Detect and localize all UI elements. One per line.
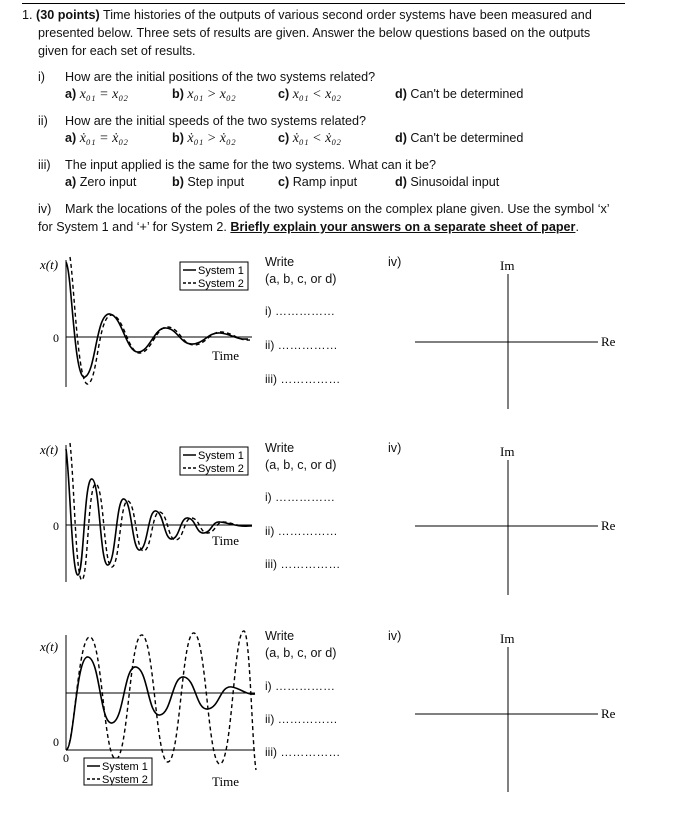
q2-option-d: d) Can't be determined — [395, 131, 524, 145]
question-number: 1. — [22, 8, 33, 22]
q3-option-b: b) Step input — [172, 175, 245, 189]
q1-text: How are the initial positions of the two systems related? — [65, 70, 376, 84]
legend-system-1: System 1 — [198, 450, 244, 462]
answer-blank-i: i) …………… — [265, 679, 335, 693]
answer-blank-iii: iii) …………… — [265, 372, 341, 386]
time-label: Time — [212, 533, 239, 548]
answer-blank-iii: iii) …………… — [265, 557, 341, 571]
q3-option-c: c) Ramp input — [278, 175, 358, 189]
q3-number: iii) — [38, 158, 51, 172]
answer-blank-i: i) …………… — [265, 304, 335, 318]
legend-system-1: System 1 — [198, 265, 244, 277]
legend-system-2: System 2 — [198, 278, 244, 290]
plot-set-1 — [30, 252, 260, 392]
write-label: Write — [265, 255, 295, 269]
im-label: Im — [500, 631, 515, 646]
zero-label-x: 0 — [63, 751, 69, 765]
answer-blank-ii: ii) …………… — [265, 524, 338, 538]
re-label: Re — [601, 334, 616, 349]
legend-system-2: System 2 — [198, 463, 244, 475]
write-sub: (a, b, c, or d) — [265, 458, 337, 472]
write-sub: (a, b, c, or d) — [265, 646, 337, 660]
intro-line-1: Time histories of the outputs of various second order systems have been measured and — [102, 8, 592, 22]
q2-option-a: a) ẋ₀₁ = ẋ₀₂ — [65, 131, 129, 146]
q2-number: ii) — [38, 114, 48, 128]
time-label: Time — [212, 774, 239, 789]
complex-plane-3 — [410, 627, 630, 797]
question-points: (30 points) — [36, 8, 100, 22]
write-label: Write — [265, 441, 295, 455]
q2-option-c: c) ẋ₀₁ < ẋ₀₂ — [278, 131, 342, 146]
answer-blank-ii: ii) …………… — [265, 712, 338, 726]
q2-text: How are the initial speeds of the two systems related? — [65, 114, 367, 128]
answer-blank-iii: iii) …………… — [265, 745, 341, 759]
iv-label: iv) — [388, 441, 402, 455]
y-axis-label: x(t) — [40, 442, 59, 457]
answer-blank-ii: ii) …………… — [265, 338, 338, 352]
plot-set-2 — [30, 437, 260, 587]
complex-plane-2 — [410, 440, 630, 600]
q1-number: i) — [38, 70, 45, 84]
re-label: Re — [601, 706, 616, 721]
q1-option-d: d) Can't be determined — [395, 87, 524, 101]
zero-label: 0 — [53, 519, 59, 533]
y-axis-label: x(t) — [40, 639, 59, 654]
q3-text: The input applied is the same for the two systems. What can it be? — [65, 158, 436, 172]
q1-option-a: a) x₀₁ = x₀₂ — [65, 87, 129, 102]
q1-option-c: c) x₀₁ < x₀₂ — [278, 87, 342, 102]
complex-plane-1 — [410, 254, 630, 414]
zero-label: 0 — [53, 735, 59, 749]
q4-line-2: for System 1 and ‘+’ for System 2. Briefly explain your answers on a separate sheet of paper. — [38, 220, 579, 234]
question-header — [22, 6, 592, 24]
q1-option-b: b) x₀₁ > x₀₂ — [172, 87, 236, 102]
zero-label: 0 — [53, 331, 59, 345]
write-sub: (a, b, c, or d) — [265, 272, 337, 286]
system-2-curve — [66, 631, 256, 770]
q4-line-1: Mark the locations of the poles of the two systems on the complex plane given. Use the symbol ‘x’ — [65, 202, 610, 216]
legend-system-1: System 1 — [102, 761, 148, 773]
iv-label: iv) — [388, 255, 402, 269]
q3-option-d: d) Sinusoidal input — [395, 175, 500, 189]
answer-blank-i: i) …………… — [265, 490, 335, 504]
time-label: Time — [212, 348, 239, 363]
top-rule — [22, 3, 625, 4]
write-label: Write — [265, 629, 295, 643]
im-label: Im — [500, 258, 515, 273]
iv-label: iv) — [388, 629, 402, 643]
y-axis-label: x(t) — [40, 257, 59, 272]
system-1-curve — [66, 657, 255, 750]
legend-system-2: System 2 — [102, 774, 148, 786]
plot-set-3 — [30, 625, 265, 795]
im-label: Im — [500, 444, 515, 459]
intro-line-3: given for each set of results. — [38, 44, 196, 58]
q4-number: iv) — [38, 202, 52, 216]
re-label: Re — [601, 518, 616, 533]
q2-option-b: b) ẋ₀₁ > ẋ₀₂ — [172, 131, 236, 146]
q3-option-a: a) Zero input — [65, 175, 137, 189]
intro-line-2: presented below. Three sets of results are given. Answer the below questions based on the outputs — [38, 26, 591, 40]
